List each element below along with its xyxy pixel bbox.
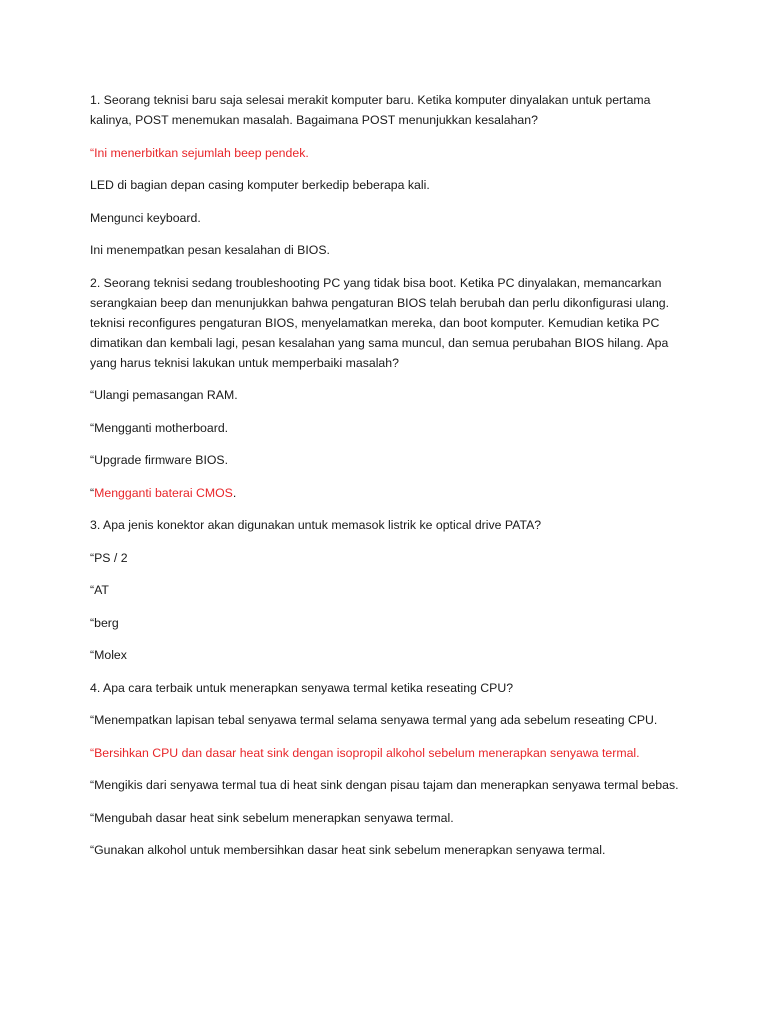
question-3: 3. Apa jenis konektor akan digunakan untuk memasok listrik ke optical drive PATA? [90,518,542,532]
bullet-mark: “ [90,745,95,760]
q2-option [90,450,690,470]
bullet-mark: “ [90,145,95,160]
bullet-mark: “ [90,810,95,825]
q3-option [90,613,690,633]
q3-option [90,645,690,665]
q2-option-text: Ulangi pemasangan RAM. [94,388,238,402]
q4-option-text: Menempatkan lapisan tebal senyawa termal selama senyawa termal yang ada sebelum reseating CPU. [94,713,658,727]
question-1: 1. Seorang teknisi baru saja selesai merakit komputer baru. Ketika komputer dinyalakan untuk pertama kalinya, POST menemukan masalah. Bagaimana POST menunjukkan kesalahan? [90,93,651,127]
q1-option: Mengunci keyboard. [90,210,201,225]
bullet-mark: “ [90,843,95,857]
bullet-mark: “ [90,453,95,467]
q3-option-text: berg [94,615,119,630]
q3-option [90,580,690,600]
q2-answer-text: Mengganti baterai CMOS [94,485,233,500]
q3-option-text: PS / 2 [94,550,128,565]
question-4: 4. Apa cara terbaik untuk menerapkan senyawa termal ketika reseating CPU? [90,680,514,695]
question-2: 2. Seorang teknisi sedang troubleshooting PC yang tidak bisa boot. Ketika PC dinyalakan, memancarkan serangkaian beep dan menunjukkan bahwa pengaturan BIOS telah berubah dan perlu dikonfigurasi ulang. teknisi reconfigures pengaturan BIOS, menyelamatkan mereka, dan boot komputer. Kemudian ketika PC dimatikan dan kembali lagi, pesan kesalahan yang sama muncul, dan semua perubahan BIOS hilang. Apa yang harus teknisi lakukan untuk memperbaiki masalah? [90,275,670,370]
bullet-mark: “ [90,420,95,435]
bullet-mark: “ [90,485,95,500]
q2-option-text: Mengganti motherboard. [94,420,229,435]
q4-option [90,710,690,730]
q1-correct-answer [90,143,690,163]
bullet-mark: “ [90,648,95,662]
bullet-mark: “ [90,615,95,630]
q3-option-text: Molex [94,648,127,662]
bullet-mark: “ [90,713,95,727]
q1-option: LED di bagian depan casing komputer berkedip beberapa kali. [90,178,430,192]
q4-option-text: Mengikis dari senyawa termal tua di heat sink dengan pisau tajam dan menerapkan senyawa termal bebas. [94,778,679,792]
document-page [90,90,690,873]
q4-option [90,840,690,860]
q4-option-text: Gunakan alkohol untuk membersihkan dasar heat sink sebelum menerapkan senyawa termal. [94,843,606,857]
q1-answer-text: Ini menerbitkan sejumlah beep pendek. [94,145,309,160]
q2-option-text: Upgrade firmware BIOS. [94,453,229,467]
q3-option [90,548,690,568]
answer-period: . [232,485,237,500]
q2-correct-answer [90,483,690,503]
q2-option [90,418,690,438]
q4-option [90,808,690,828]
bullet-mark: “ [90,778,95,792]
bullet-mark: “ [90,583,95,597]
q2-option [90,385,690,405]
q3-option-text: AT [94,583,109,597]
q4-answer-text: Bersihkan CPU dan dasar heat sink dengan isopropil alkohol sebelum menerapkan senyawa termal. [94,745,640,760]
q4-option-text: Mengubah dasar heat sink sebelum menerapkan senyawa termal. [94,810,454,825]
q1-option: Ini menempatkan pesan kesalahan di BIOS. [90,243,330,257]
bullet-mark: “ [90,550,95,565]
q4-correct-answer [90,743,690,763]
q4-option [90,775,690,795]
bullet-mark: “ [90,388,95,402]
